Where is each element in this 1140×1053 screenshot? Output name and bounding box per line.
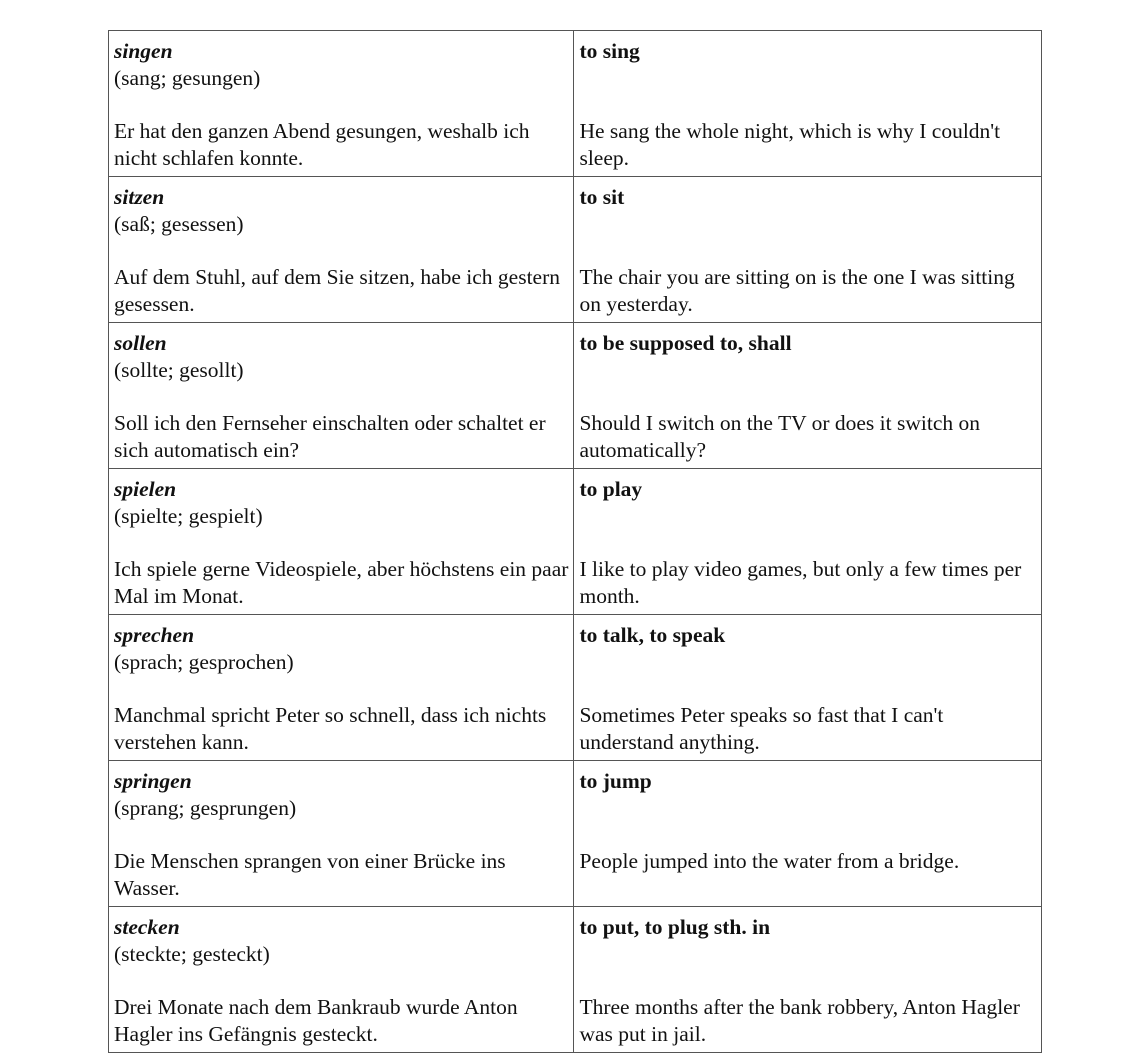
- english-example: He sang the whole night, which is why I couldn't sleep.: [579, 119, 1001, 170]
- table-row: [109, 177, 1042, 323]
- german-example: Auf dem Stuhl, auf dem Sie sitzen, habe ich gestern gesessen.: [114, 265, 561, 316]
- english-cell: [574, 907, 1042, 1053]
- english-cell: [574, 469, 1042, 615]
- english-cell: [574, 31, 1042, 177]
- english-cell: [574, 177, 1042, 323]
- verb-infinitive: sitzen: [114, 185, 165, 209]
- table-row: [109, 469, 1042, 615]
- table-row: [109, 907, 1042, 1053]
- verb-infinitive: springen: [114, 769, 192, 793]
- verb-translation: to be supposed to, shall: [579, 331, 792, 355]
- english-example: Three months after the bank robbery, Anton Hagler was put in jail.: [579, 995, 1020, 1046]
- verb-infinitive: sprechen: [114, 623, 195, 647]
- english-cell: [574, 615, 1042, 761]
- english-example: I like to play video games, but only a few times per month.: [579, 557, 1022, 608]
- english-example: Should I switch on the TV or does it switch on automatically?: [579, 411, 980, 462]
- german-cell: [109, 323, 574, 469]
- verb-forms: (spielte; gespielt): [114, 503, 263, 528]
- english-example: People jumped into the water from a bridge.: [579, 849, 960, 873]
- verb-forms: (sprach; gesprochen): [114, 649, 294, 674]
- german-example: Drei Monate nach dem Bankraub wurde Anton Hagler ins Gefängnis gesteckt.: [114, 995, 518, 1046]
- verb-forms: (saß; gesessen): [114, 211, 244, 236]
- verb-forms: (steckte; gesteckt): [114, 941, 270, 966]
- german-cell: [109, 615, 574, 761]
- english-cell: [574, 323, 1042, 469]
- verb-translation: to put, to plug sth. in: [579, 915, 771, 939]
- verb-infinitive: sollen: [114, 331, 167, 355]
- verb-infinitive: singen: [114, 39, 173, 63]
- english-example: The chair you are sitting on is the one I was sitting on yesterday.: [579, 265, 1015, 316]
- german-example: Ich spiele gerne Videospiele, aber höchstens ein paar Mal im Monat.: [114, 557, 569, 608]
- german-cell: [109, 761, 574, 907]
- verb-forms: (sprang; gesprungen): [114, 795, 297, 820]
- german-cell: [109, 907, 574, 1053]
- german-cell: [109, 469, 574, 615]
- verb-translation: to play: [579, 477, 643, 501]
- verb-infinitive: stecken: [114, 915, 180, 939]
- verb-translation: to sing: [579, 39, 640, 63]
- table-row: [109, 615, 1042, 761]
- verb-translation: to sit: [579, 185, 625, 209]
- german-example: Soll ich den Fernseher einschalten oder schaltet er sich automatisch ein?: [114, 411, 546, 462]
- table-row: [109, 31, 1042, 177]
- table-row: [109, 323, 1042, 469]
- vocabulary-table: [108, 30, 1042, 1053]
- german-example: Die Menschen sprangen von einer Brücke ins Wasser.: [114, 849, 506, 900]
- german-cell: [109, 31, 574, 177]
- table-row: [109, 761, 1042, 907]
- german-example: Manchmal spricht Peter so schnell, dass ich nichts verstehen kann.: [114, 703, 547, 754]
- verb-forms: (sollte; gesollt): [114, 357, 244, 382]
- english-example: Sometimes Peter speaks so fast that I can't understand anything.: [579, 703, 944, 754]
- verb-forms: (sang; gesungen): [114, 65, 261, 90]
- verb-infinitive: spielen: [114, 477, 177, 501]
- verb-translation: to talk, to speak: [579, 623, 726, 647]
- german-cell: [109, 177, 574, 323]
- german-example: Er hat den ganzen Abend gesungen, weshalb ich nicht schlafen konnte.: [114, 119, 530, 170]
- verb-translation: to jump: [579, 769, 652, 793]
- english-cell: [574, 761, 1042, 907]
